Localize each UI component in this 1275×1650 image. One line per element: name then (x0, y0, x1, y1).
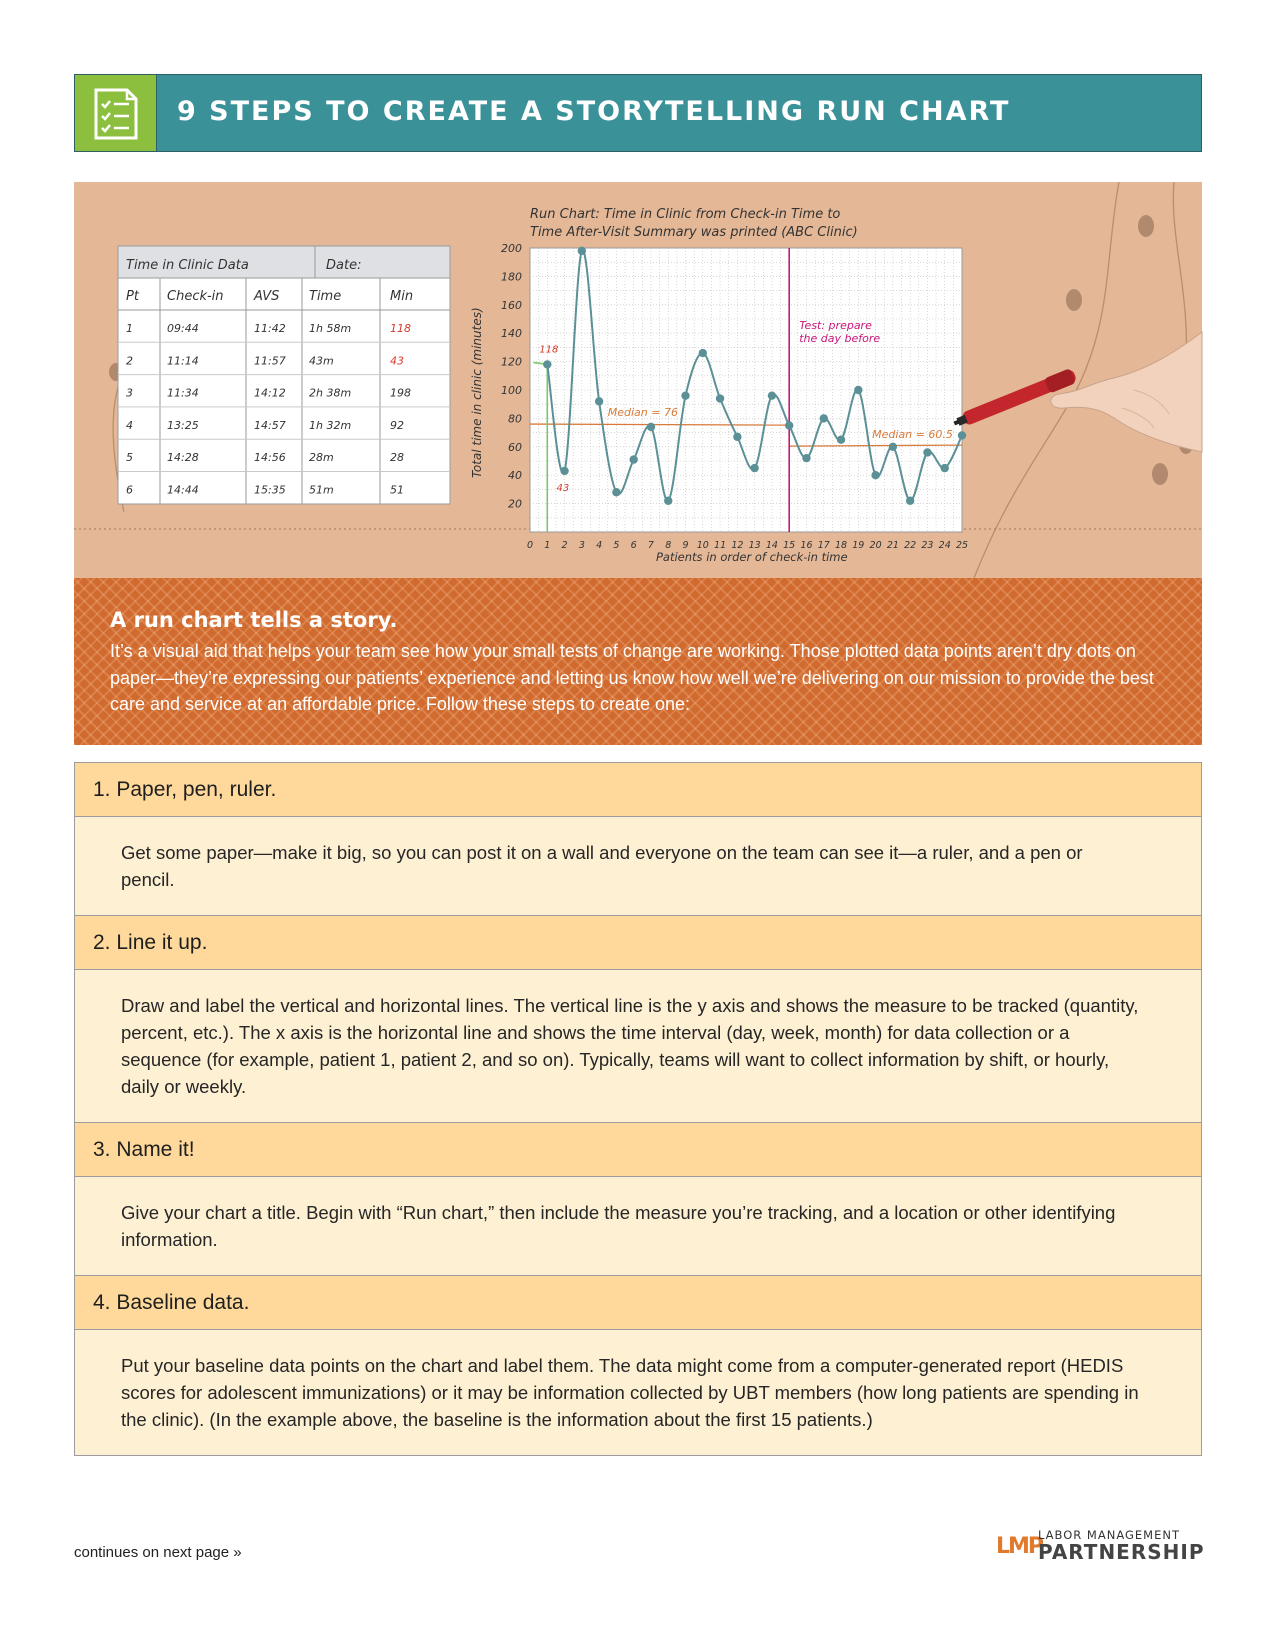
table-cell: 28 (390, 451, 404, 465)
chart-x-tick-label: 19 (852, 540, 865, 551)
table-cell: 43 (390, 354, 404, 368)
chart-title-line2: Time After-Visit Summary was printed (ABC Clinic) (530, 225, 858, 240)
chart-x-tick-label: 5 (613, 540, 620, 551)
annotation-test-line2: the day before (799, 332, 881, 346)
table-cell: 11:42 (254, 322, 286, 335)
step-1-body: Get some paper—make it big, so you can post it on a wall and everyone on the team can see it—a ruler, and a pen or pencil. (75, 817, 1201, 915)
table-cell: 51m (309, 483, 334, 497)
step-2 (74, 916, 1202, 1123)
run-chart-point (733, 433, 741, 441)
run-chart-point (560, 467, 568, 475)
table-cell: 14:57 (254, 418, 286, 432)
table-cell: 11:34 (167, 386, 199, 400)
chart-x-tick-label: 10 (696, 540, 709, 551)
step-4-title: 4. Baseline data. (75, 1276, 1201, 1330)
run-chart-point (958, 431, 966, 439)
chart-x-tick-label: 7 (647, 540, 654, 551)
table-cell: 51 (390, 483, 404, 497)
chart-x-tick-label: 23 (921, 540, 934, 551)
table-cell: 2 (126, 354, 133, 368)
chart-x-tick-label: 16 (800, 540, 813, 551)
continues-note: continues on next page » (74, 1544, 242, 1561)
table-column-header: Min (390, 289, 414, 304)
table-cell: 5 (126, 451, 133, 465)
step-4 (74, 1276, 1202, 1456)
table-column-header: Pt (126, 289, 139, 304)
chart-x-tick-label: 11 (714, 540, 727, 551)
chart-y-tick-label: 120 (501, 355, 522, 369)
chart-x-tick-label: 13 (748, 540, 761, 551)
chart-x-tick-label: 3 (578, 540, 585, 551)
run-chart-point (681, 391, 689, 399)
annotation-test-line1: Test: prepare (799, 319, 872, 333)
table-cell: 3 (126, 386, 133, 400)
chart-y-axis-label: Total time in clinic (minutes) (470, 307, 484, 478)
run-chart-point (647, 423, 655, 431)
chart-y-tick-label: 160 (501, 298, 522, 312)
chart-x-tick-label: 21 (886, 540, 899, 551)
lmp-logo-bottom: PARTNERSHIP (1038, 1540, 1205, 1564)
steps-list (74, 762, 1202, 1456)
table-cell: 1h 58m (309, 322, 352, 335)
illustration-canvas (74, 182, 1202, 578)
run-chart-point (785, 421, 793, 429)
table-cell: 43m (309, 354, 334, 368)
chart-y-tick-label: 80 (508, 412, 522, 426)
step-2-title: 2. Line it up. (75, 916, 1201, 970)
lmp-logo (996, 1526, 1205, 1566)
chart-x-tick-label: 4 (596, 540, 603, 551)
checklist-icon (93, 87, 139, 141)
clinic-data-table (118, 246, 450, 504)
chart-x-tick-label: 15 (783, 540, 796, 551)
lmp-logo-mark-text: LMP (996, 1534, 1043, 1559)
chart-y-tick-label: 200 (501, 242, 522, 255)
run-chart-point (595, 397, 603, 405)
chart-x-tick-label: 0 (526, 540, 534, 551)
table-cell: 15:35 (254, 483, 286, 497)
intro-body: It’s a visual aid that helps your team see how your small tests of change are working. Those plotted data points aren’t dry dots on paper—they’re expressing our patients’ experience and letting us know how well we’re delivering on our mission to provide the best care and service at an affordable price. Follow these steps to create one: (110, 641, 1154, 714)
table-column-header: Time (309, 289, 342, 304)
run-chart-point (906, 497, 914, 505)
chart-y-tick-label: 20 (508, 497, 522, 511)
table-cell: 6 (126, 483, 133, 497)
chart-y-tick-label: 60 (508, 440, 522, 454)
checklist-icon-box (75, 75, 157, 151)
run-chart-point (578, 247, 586, 255)
run-chart (470, 207, 968, 564)
intro-heading: A run chart tells a story. (110, 608, 398, 632)
table-date-label: Date: (326, 258, 362, 273)
annotation-first-point: 118 (539, 344, 559, 356)
run-chart-point (699, 349, 707, 357)
chart-y-tick-label: 40 (508, 469, 522, 483)
chart-x-tick-label: 1 (544, 540, 551, 551)
table-cell: 1h 32m (309, 418, 352, 432)
step-3-title: 3. Name it! (75, 1123, 1201, 1177)
chart-title-line1: Run Chart: Time in Clinic from Check-in Time to (530, 207, 841, 222)
chart-x-tick-label: 9 (682, 540, 689, 551)
chart-x-tick-label: 6 (630, 540, 637, 551)
chart-y-tick-label: 100 (501, 384, 522, 397)
table-column-header: Check-in (167, 289, 224, 304)
step-1 (74, 762, 1202, 916)
intro-section (74, 578, 1202, 745)
header-banner (74, 74, 1202, 152)
table-cell: 14:56 (254, 451, 286, 465)
run-chart-point (889, 443, 897, 451)
table-cell: 2h 38m (309, 386, 352, 400)
run-chart-point (543, 360, 551, 368)
step-4-body: Put your baseline data points on the chart and label them. The data might come from a computer-generated report (HEDIS scores for adolescent immunizations) or it may be information collected by UBT members (how long patients are spending in the clinic). (In the example above, the baseline is the information about the first 15 patients.) (75, 1330, 1201, 1455)
run-chart-point (768, 391, 776, 399)
chart-y-tick-label: 140 (501, 327, 522, 341)
chart-x-tick-label: 20 (869, 540, 882, 551)
annotation-median-baseline: Median = 76 (607, 406, 678, 420)
step-3-body: Give your chart a title. Begin with “Run chart,” then include the measure you’re tracking, and a location or other identifying information. (75, 1177, 1201, 1275)
step-2-body: Draw and label the vertical and horizontal lines. The vertical line is the y axis and shows the measure to be tracked (quantity, percent, etc.). The x axis is the horizontal line and shows the time interval (day, week, month) for data collection or a sequence (for example, patient 1, patient 2, and so on). Typically, teams will want to collect information by shift, or hourly, daily or weekly. (75, 970, 1201, 1122)
run-chart-point (837, 436, 845, 444)
lmp-logo-mark (996, 1528, 1043, 1559)
run-chart-point (941, 464, 949, 472)
table-cell: 198 (390, 386, 411, 400)
table-cell: 14:12 (254, 386, 286, 400)
table-cell: 11:14 (167, 354, 199, 368)
annotation-second-point: 43 (556, 482, 570, 494)
run-chart-point (871, 471, 879, 479)
run-chart-point (802, 454, 810, 462)
page-title: 9 STEPS TO CREATE A STORYTELLING RUN CHART (177, 96, 1011, 127)
table-cell: 14:44 (167, 483, 199, 497)
chart-x-axis-label: Patients in order of check-in time (656, 550, 848, 564)
chart-y-tick-label: 180 (501, 270, 522, 284)
table-cell: 09:44 (167, 322, 199, 335)
chart-x-tick-label: 2 (561, 540, 568, 551)
hand-with-marker-icon (951, 332, 1202, 452)
table-column-header: AVS (254, 289, 280, 304)
chart-x-tick-label: 24 (938, 540, 951, 551)
chart-x-tick-label: 12 (731, 540, 744, 551)
run-chart-point (820, 414, 828, 422)
run-chart-point (716, 394, 724, 402)
table-cell: 14:28 (167, 451, 199, 465)
table-cell: 28m (309, 451, 334, 465)
chart-x-tick-label: 17 (817, 540, 830, 551)
chart-x-tick-label: 22 (904, 540, 917, 551)
chart-x-tick-label: 8 (665, 540, 672, 551)
run-chart-point (664, 497, 672, 505)
run-chart-point (750, 464, 758, 472)
run-chart-point (854, 386, 862, 394)
step-3 (74, 1123, 1202, 1276)
table-title: Time in Clinic Data (126, 258, 249, 273)
chart-x-tick-label: 14 (765, 540, 778, 551)
table-cell: 13:25 (167, 418, 199, 432)
annotation-median-after-test: Median = 60.5 (872, 428, 953, 442)
run-chart-illustration (74, 182, 1202, 578)
run-chart-point (612, 488, 620, 496)
run-chart-point (629, 455, 637, 463)
lmp-logo-top: LABOR MANAGEMENT (1038, 1528, 1180, 1542)
table-cell: 11:57 (254, 354, 286, 368)
table-cell: 92 (390, 418, 404, 432)
table-cell: 4 (126, 418, 133, 432)
chart-x-tick-label: 18 (834, 540, 848, 551)
run-chart-point (923, 448, 931, 456)
step-1-title: 1. Paper, pen, ruler. (75, 763, 1201, 817)
table-cell: 1 (126, 322, 133, 335)
chart-x-tick-label: 25 (955, 540, 969, 551)
table-cell: 118 (390, 322, 411, 335)
